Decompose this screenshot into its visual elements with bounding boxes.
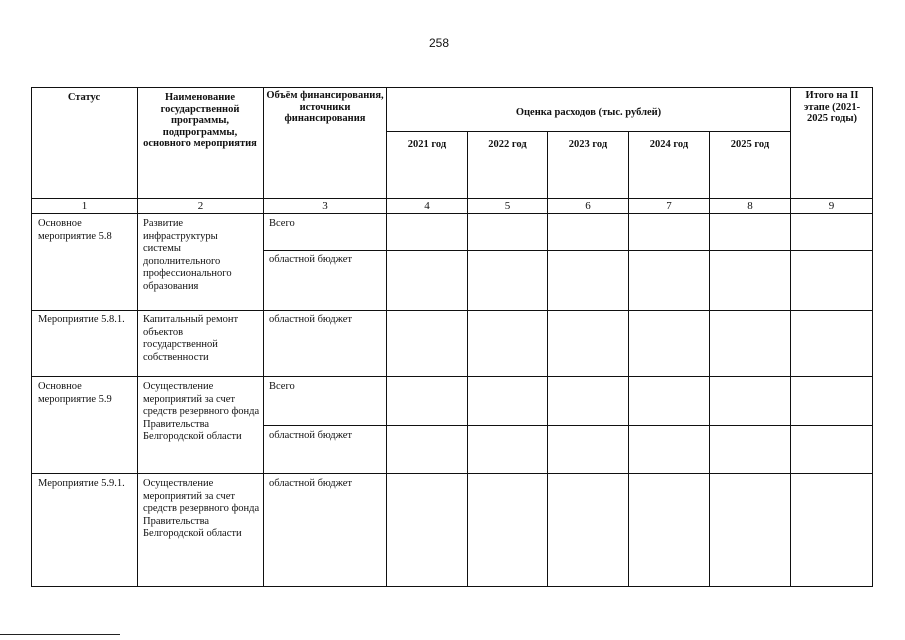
- row2-bottom-line: [31, 376, 873, 377]
- page-number: 258: [428, 36, 450, 50]
- header-year-2023: 2023 год: [568, 139, 608, 150]
- row-status: Мероприятие 5.8.1.: [38, 314, 125, 325]
- column-number-1: 1: [81, 200, 88, 212]
- column-number-4: 4: [424, 200, 430, 212]
- column-number-3: 3: [322, 200, 328, 212]
- bottom-margin-line: [0, 634, 120, 635]
- column-number-6: 6: [585, 200, 591, 212]
- column-number-9: 9: [828, 200, 835, 212]
- row-source-regional-budget: областной бюджет: [269, 430, 352, 441]
- row-source-total: Всего: [269, 218, 295, 229]
- row-status: Основное мероприятие 5.8: [38, 218, 112, 242]
- row-source-total: Всего: [269, 381, 295, 392]
- column-number-5: 5: [504, 200, 511, 212]
- row-source-regional-budget: областной бюджет: [269, 254, 352, 265]
- table-border-right: [872, 87, 873, 587]
- header-year-2024: 2024 год: [649, 139, 689, 150]
- column-number-8: 8: [747, 200, 753, 212]
- header-bottom-line: [31, 198, 873, 199]
- header-total: Итого на II этапе (2021-2025 годы): [803, 90, 861, 124]
- col-line-9: [790, 87, 791, 587]
- row-name: Осуществление мероприятий за счет средств резервного фонда Правительства Белгородской области: [143, 478, 260, 539]
- row-status: Основное мероприятие 5.9: [38, 381, 112, 405]
- header-program-name: Наименование государственной программы, подпрограммы, основного мероприятия: [143, 92, 257, 149]
- row1-bottom-line: [31, 310, 873, 311]
- row1-subdivider: [264, 250, 873, 251]
- table-border-bottom: [31, 586, 873, 587]
- header-year-2022: 2022 год: [488, 139, 527, 150]
- row-name: Осуществление мероприятий за счет средств резервного фонда Правительства Белгородской области: [143, 381, 260, 442]
- row-source-regional-budget: областной бюджет: [269, 478, 352, 489]
- header-year-2025: 2025 год: [730, 139, 770, 150]
- header-year-2021: 2021 год: [407, 139, 447, 150]
- column-number-2: 2: [197, 200, 204, 212]
- table-border-top: [31, 87, 873, 88]
- header-status: Статус: [67, 92, 101, 103]
- header-expenses: Оценка расходов (тыс. рублей): [515, 107, 662, 118]
- row-status: Мероприятие 5.9.1.: [38, 478, 125, 489]
- row3-subdivider: [264, 425, 873, 426]
- row-name: Капитальный ремонт объектов государственной собственности: [143, 314, 239, 363]
- years-divider: [386, 131, 790, 132]
- col-line-4: [386, 87, 387, 587]
- header-financing-sources: Объём финансирования, источники финансирования: [266, 90, 384, 124]
- table-border-left: [31, 87, 32, 587]
- row-source-regional-budget: областной бюджет: [269, 314, 352, 325]
- numbers-bottom-line: [31, 213, 873, 214]
- col-line-3: [263, 87, 264, 587]
- row3-bottom-line: [31, 473, 873, 474]
- column-number-7: 7: [666, 200, 672, 212]
- row-name: Развитие инфраструктуры системы дополнительного профессионального образования: [143, 218, 232, 292]
- col-line-2: [137, 87, 138, 587]
